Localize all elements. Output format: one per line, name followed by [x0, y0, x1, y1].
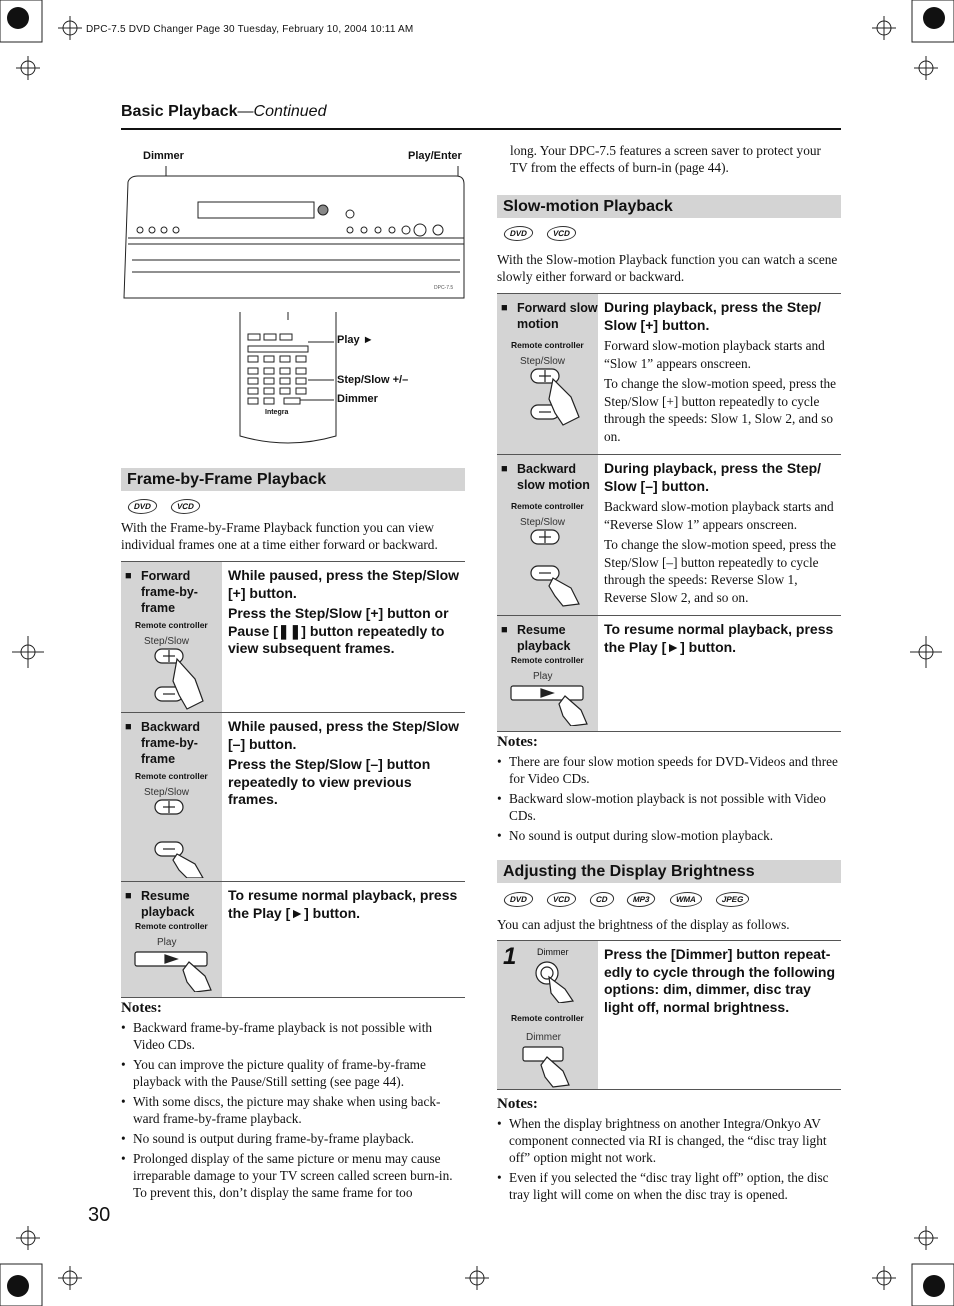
step-slow-button-icon [519, 528, 609, 608]
step-slow-button-icon [143, 798, 233, 878]
table-row [497, 455, 841, 616]
key-label: Dimmer [537, 947, 569, 957]
step-label-cell [121, 882, 222, 997]
step-label-cell [121, 713, 222, 881]
list-item: • No sound is output during slow-motion playback. [497, 827, 841, 844]
format-badge: WMA [668, 892, 703, 907]
slug-line: DPC-7.5 DVD Changer Page 30 Tuesday, February 10, 2004 10:11 AM [86, 24, 414, 35]
list-item: • You can improve the picture quality of frame-by-frame playback with the Pause/Still setting (see page 44). [121, 1056, 465, 1090]
figure-play-text: Play [337, 334, 360, 346]
brightness-steps-table [497, 940, 841, 1090]
step-title: ■ Resume playback [127, 888, 222, 920]
notes-title: Notes: [121, 1000, 162, 1016]
list-item: • There are four slow motion speeds for DVD-Videos and three for Video CDs. [497, 753, 841, 787]
slow-section-title: Slow-motion Playback [497, 195, 841, 218]
notes-title: Notes: [497, 1096, 538, 1112]
slow-steps-table [497, 293, 841, 732]
frame-steps-table [121, 561, 465, 998]
step-title: ■ Backward frame-by-frame [127, 719, 222, 767]
remote-controller-caption: Remote controller [511, 655, 584, 665]
list-item: • Prolonged display of the same picture or menu may cause irreparable damage to your TV screen called screen burn-in. To prevent this, don’t display the same frame for too [121, 1150, 465, 1201]
step-title: ■ Backward slow motion [503, 461, 598, 493]
step-slow-button-icon [519, 367, 609, 433]
figure-step-slow-label: Step/Slow +/– [337, 374, 409, 386]
list-item: • When the display brightness on another Integra/Onkyo AV component connected via RI is changed, the “disc tray light off” option might not work. [497, 1115, 841, 1166]
slow-intro: With the Slow-motion Playback function you can watch a scene slowly either forward or backward. [497, 252, 838, 284]
running-head [121, 103, 326, 121]
key-label: Step/Slow [520, 356, 566, 367]
frame-notes [121, 1000, 465, 1204]
table-row [497, 294, 841, 455]
key-label: Play [533, 671, 553, 682]
key-label: Step/Slow [520, 517, 566, 528]
format-badge: DVD [502, 226, 534, 241]
key-label: Step/Slow [144, 787, 190, 798]
table-row [121, 562, 465, 713]
step-number: 1 [503, 943, 517, 970]
remote-controller-caption: Remote controller [135, 771, 208, 781]
key-label: Step/Slow [144, 636, 190, 647]
play-arrow-icon: ► [362, 334, 374, 346]
play-button-icon [507, 682, 597, 726]
slow-notes [497, 734, 841, 847]
list-item: • Even if you selected the “disc tray light off” option, the disc tray light will come on when the disc tray is opened. [497, 1169, 841, 1203]
remote-controller-caption: Remote controller [511, 1013, 584, 1023]
step-instruction: To resume normal playback, press the Play [►] button. [228, 887, 458, 921]
step-title: ■ Forward frame-by-frame [127, 568, 222, 616]
figure-play-label [337, 334, 374, 346]
step-instruction: To resume normal playback, press the Play [►] button. [604, 621, 834, 655]
key-label: Play [157, 937, 177, 948]
step-instruction-cell [222, 882, 465, 997]
step-instruction-cell [598, 455, 841, 615]
step-label-cell [497, 455, 598, 615]
step-body: Forward slow-motion playback starts and “Slow 1” appears onscreen. [604, 338, 825, 371]
step-instruction-cell [598, 294, 841, 454]
remote-controller-caption: Remote controller [511, 340, 584, 350]
step-instruction: While paused, press the Step/Slow [+] button. [228, 567, 460, 601]
figure-play-enter-label: Play/Enter [408, 150, 462, 162]
format-badge: VCD [545, 226, 577, 241]
step-body: To change the slow-motion speed, press the Step/Slow [+] button repeatedly to cycle through the speeds: Slow 1, Slow 2, and so on. [604, 376, 837, 444]
brightness-section-title: Adjusting the Display Brightness [497, 860, 841, 883]
step-instruction: Press the Step/Slow [–] button repeatedly to view previous frames. [228, 756, 431, 807]
slow-format-badges [504, 226, 576, 241]
step-title: ■ Resume playback [503, 622, 598, 654]
format-badge: DVD [126, 499, 158, 514]
format-badge: DVD [502, 892, 534, 907]
format-badge: VCD [545, 892, 577, 907]
list-item: • With some discs, the picture may shake when using back-ward frame-by-frame playback. [121, 1093, 465, 1127]
table-row [497, 941, 841, 1090]
step-label-cell [121, 562, 222, 712]
running-head-main: Basic Playback [121, 103, 238, 120]
remote-brand-label: Integra [265, 409, 289, 416]
dvd-player-illustration [118, 160, 468, 310]
page-number: 30 [88, 1204, 111, 1226]
step-instruction: While paused, press the Step/Slow [–] button. [228, 718, 460, 752]
brightness-format-badges [504, 892, 749, 907]
dimmer-remote-button-icon [521, 1045, 581, 1089]
figure-dimmer-label: Dimmer [143, 150, 184, 162]
frame-intro: With the Frame-by-Frame Playback function you can view individual frames one at a time either forward or backward. [121, 520, 438, 552]
frame-format-badges [128, 499, 200, 514]
step-instruction: During playback, press the Step/ Slow [+] button. [604, 299, 822, 333]
remote-controller-caption: Remote controller [135, 620, 208, 630]
running-head-sub: —Continued [237, 103, 327, 120]
brightness-intro: You can adjust the brightness of the display as follows. [497, 917, 790, 932]
table-row [121, 713, 465, 882]
format-badge: MP3 [626, 892, 658, 907]
format-badge: CD [588, 892, 615, 907]
step-body: To change the slow-motion speed, press the Step/Slow [–] button repeatedly to cycle through the speeds: Reverse Slow 1, Reverse Slow 2, and so on. [604, 537, 837, 605]
format-badge: JPEG [714, 892, 751, 907]
step-instruction: During playback, press the Step/ Slow [–] button. [604, 460, 822, 494]
step-slow-button-icon [143, 647, 233, 713]
table-row [121, 882, 465, 998]
frame-section-title: Frame-by-Frame Playback [121, 468, 465, 491]
brightness-notes [497, 1096, 841, 1206]
table-row [497, 616, 841, 732]
step-title: ■ Forward slow motion [503, 300, 598, 332]
remote-controller-caption: Remote controller [511, 501, 584, 511]
step-label-cell [497, 616, 598, 731]
step-label-cell [497, 294, 598, 454]
remote-controller-illustration [238, 312, 338, 450]
dimmer-button-icon [533, 959, 583, 1003]
notes-title: Notes: [497, 734, 538, 750]
step-instruction-cell [598, 941, 841, 1089]
format-badge: VCD [169, 499, 201, 514]
player-model-label: DPC-7.5 [434, 285, 454, 291]
step-instruction-cell [222, 713, 465, 881]
step-label-cell [497, 941, 598, 1089]
key-label: Dimmer [526, 1032, 561, 1043]
step-instruction: Press the Step/Slow [+] button or Pause [❚❚] button repeatedly to view subsequent frames. [228, 605, 449, 656]
remote-controller-caption: Remote controller [135, 921, 208, 931]
play-button-icon [131, 948, 221, 992]
list-item: • No sound is output during frame-by-frame playback. [121, 1130, 465, 1147]
header-rule [121, 128, 841, 130]
step-instruction: Press the [Dimmer] button repeat-edly to cycle through the following options: dim, dimmer, disc tray light off, normal brightness. [604, 946, 836, 1015]
figure-dimmer-label-2: Dimmer [337, 393, 378, 405]
step-instruction-cell [222, 562, 465, 712]
list-item: • Backward frame-by-frame playback is not possible with Video CDs. [121, 1019, 465, 1053]
continued-text: long. Your DPC-7.5 features a screen saver to protect your TV from the effects of burn-in (page 44). [510, 143, 821, 175]
step-instruction-cell [598, 616, 841, 731]
step-body: Backward slow-motion playback starts and “Reverse Slow 1” appears onscreen. [604, 499, 834, 532]
list-item: • Backward slow-motion playback is not possible with Video CDs. [497, 790, 841, 824]
